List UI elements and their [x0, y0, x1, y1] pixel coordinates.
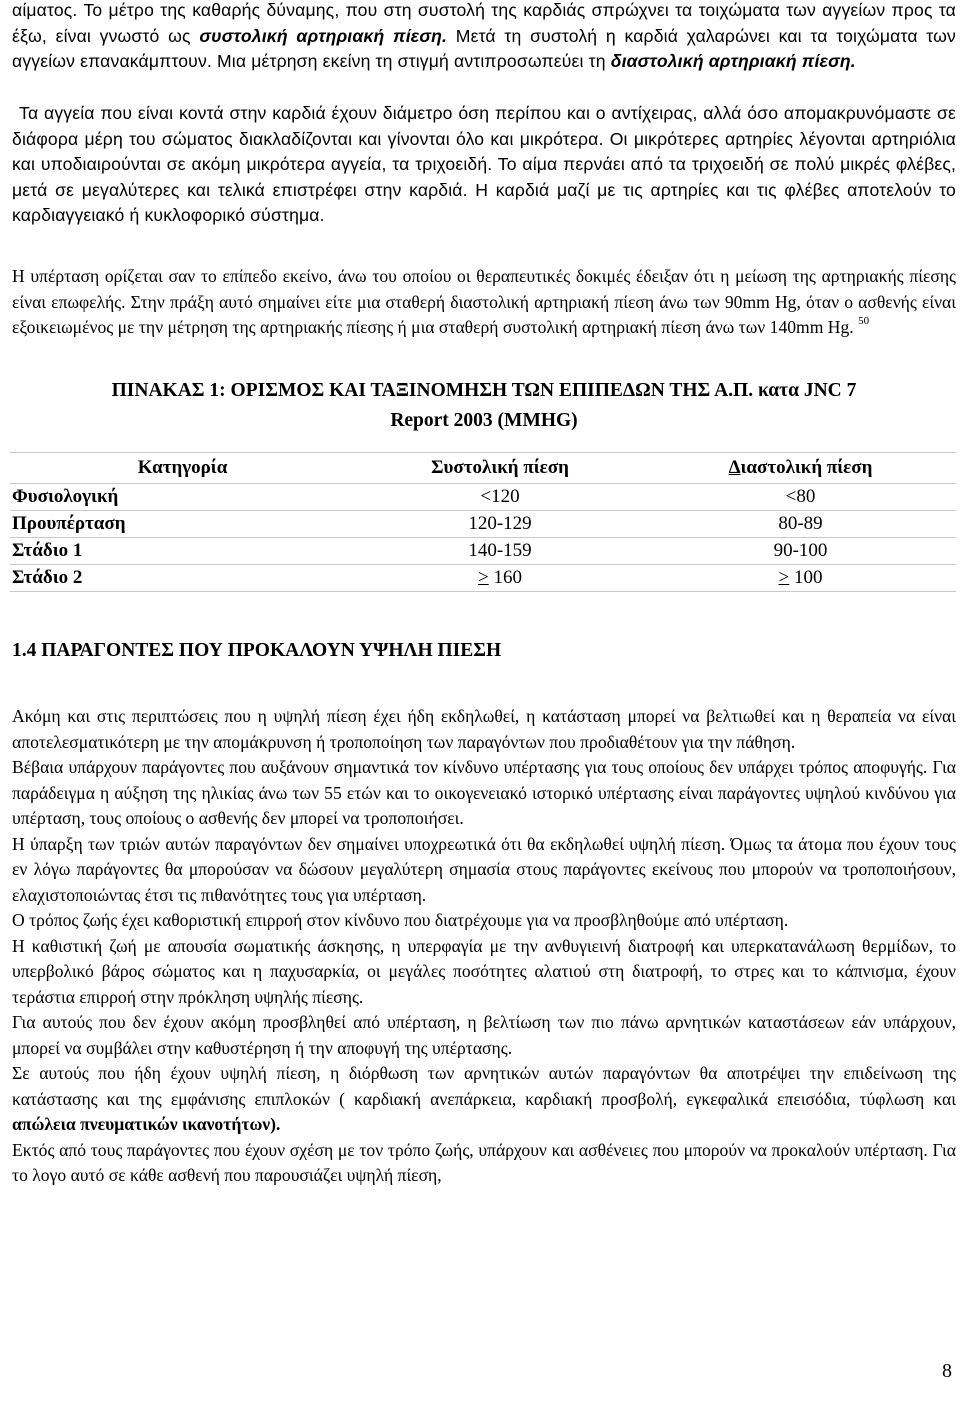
cell-diastolic: <80 — [645, 484, 956, 511]
paragraph-blood-pressure-definition — [12, 0, 956, 75]
section-body — [12, 704, 956, 1189]
table-row — [10, 538, 956, 565]
column-header-diastolic-text: Διαστολική πίεση — [728, 457, 873, 478]
cell-diastolic-value: > 100 — [778, 567, 823, 588]
text-segment: Η υπέρταση ορίζεται σαν το επίπεδο εκείνο, άνω του οποίου οι θεραπευτικές δοκιμές έδειξαν ότι η μείωση της αρτηριακής πίεσης είναι επωφελής. Στην πράξη αυτό σημαίνει είτε μια σταθερή διαστολική αρτηριακή πίεση άνω των 90mm Hg, όταν ο ασθενής είναι εξοικειωμένος με την μέτρηση της αρτηριακής πίεσης ή μια σταθερή συστολική αρτηριακή πίεση άνω των 140mm Hg. — [12, 266, 956, 337]
text-segment: Σε αυτούς που ήδη έχουν υψηλή πίεση, η διόρθωση των αρνητικών αυτών παραγόντων θα αποτρέψει την επιδείνωση της κατάστασης και της εμφάνισης επιπλοκών ( καρδιακή ανεπάρκεια, καρδιακή προσβολή, εγκεφαλικά επεισόδια, τύφλωση και — [12, 1063, 956, 1109]
table-row — [10, 484, 956, 511]
cell-diastolic — [645, 565, 956, 592]
column-header-diastolic — [645, 453, 956, 484]
paragraph: Η καθιστική ζωή με απουσία σωματικής άσκησης, η υπερφαγία με την ανθυγιεινή διατροφή και υπερκατανάλωση θερμίδων, το υπερβολικό βάρος σώματος και η παχυσαρκία, οι μεγάλες ποσότητες αλατιού στη διατροφή, το στρες και το κάπνισμα, έχουν τεράστια επιρροή στην πρόκληση υψηλής πίεσης. — [12, 935, 956, 1007]
term-diastolic-pressure: διαστολική αρτηριακή πίεση. — [610, 51, 856, 71]
section-heading: 1.4 ΠΑΡΑΓΟΝΤΕΣ ΠΟΥ ΠΡΟΚΑΛΟΥΝ ΥΨΗΛΗ ΠΙΕΣΗ — [12, 640, 502, 661]
paragraph: Βέβαια υπάρχουν παράγοντες που αυξάνουν σημαντικά τον κίνδυνο υπέρτασης για τους οποίους δεν υπάρχει τρόπος αποφυγής. Για παράδειγμα η αύξηση της ηλικίας άνω των 55 ετών και το οικογενειακό ιστορικό υπέρτασης είναι παράγοντες υψηλού κινδύνου για υπέρταση, τους οποίους ο ασθενής δεν μπορεί να τροποποιήσει. — [12, 757, 956, 828]
table-row — [10, 565, 956, 592]
text-segment: Μετά τη συστολή η καρδιά χαλαρώνει και τα τοιχώματα των αγγείων επανακάμπτουν. Μια μέτρηση εκείνη τη στιγμή αντιπροσωπεύει τη — [12, 25, 956, 71]
table-caption — [12, 376, 956, 436]
reference-number: 50 — [858, 315, 870, 328]
cell-category: Στάδιο 2 — [10, 565, 355, 592]
table-header-row — [10, 453, 956, 484]
blood-pressure-classification-table — [10, 452, 956, 592]
table-title-line2: Report 2003 (MMHG) — [390, 410, 578, 431]
term-systolic-pressure: συστολική αρτηριακή πίεση. — [199, 25, 448, 46]
cell-systolic: 120-129 — [355, 511, 645, 538]
paragraph — [12, 1061, 956, 1138]
paragraph-hypertension-definition — [12, 264, 956, 341]
cell-category: Φυσιολογική — [10, 484, 355, 511]
paragraph-blood-vessels: Τα αγγεία που είναι κοντά στην καρδιά έχουν διάμετρο όση περίπου και ο αντίχειρας, αλλά όσο απομακρυνόμαστε σε διάφορα μέρη του σώματος διακλαδίζονται και γίνονται όλο και μικρότερα. Οι μικρότερες αρτηρίες λέγονται αρτηριόλια και υποδιαιρούνται σε ακόμη μικρότερα αγγεία, τα τριχοειδή. Το αίμα περνάει από τα τριχοειδή σε πολύ μικρές φλέβες, μετά σε μεγαλύτερες και τελικά επιστρέφει στην καρδιά. Η καρδιά μαζί με τις αρτηρίες και τις φλέβες αποτελούν το καρδιαγγειακό ή κυκλοφορικό σύστημα. — [12, 103, 956, 225]
cell-systolic — [355, 565, 645, 592]
bold-phrase: απώλεια πνευματικών ικανοτήτων). — [12, 1114, 281, 1134]
cell-category: Προυπέρταση — [10, 511, 355, 538]
table-row — [10, 511, 956, 538]
cell-diastolic: 90-100 — [645, 538, 956, 565]
column-header-systolic: Συστολική πίεση — [355, 453, 645, 484]
paragraph: Για αυτούς που δεν έχουν ακόμη προσβληθεί από υπέρταση, η βελτίωση των πιο πάνω αρνητικών καταστάσεων εάν υπάρχουν, μπορεί να συμβάλει στην καθυστέρηση ή την αποφυγή της υπέρτασης. — [12, 1012, 956, 1058]
cell-category: Στάδιο 1 — [10, 538, 355, 565]
text-segment: αίματος. Το μέτρο της καθαρής δύναμης, που στη συστολή της καρδιάς σπρώχνει τα τοιχώματα των αγγείων προς τα έξω, είναι γνωστό ως — [12, 0, 956, 46]
cell-diastolic: 80-89 — [645, 511, 956, 538]
table-title-line1: ΠΙΝΑΚΑΣ 1: ΟΡΙΣΜΟΣ ΚΑΙ ΤΑΞΙΝΟΜΗΣΗ ΤΩΝ ΕΠΙΠΕΔΩΝ ΤΗΣ Α.Π. κατα JNC 7 — [111, 380, 857, 401]
cell-systolic: 140-159 — [355, 538, 645, 565]
page-number: 8 — [942, 1360, 952, 1382]
cell-systolic: <120 — [355, 484, 645, 511]
paragraph: Ακόμη και στις περιπτώσεις που η υψηλή πίεση έχει ήδη εκδηλωθεί, η κατάσταση μπορεί να βελτιωθεί και η θεραπεία να είναι αποτελεσματικότερη με την απομάκρυνση ή τροποποίηση των παραγόντων που προδιαθέτουν για την πάθηση. — [12, 706, 956, 752]
cell-systolic-value: > 160 — [478, 567, 522, 588]
column-header-category: Κατηγορία — [10, 453, 355, 484]
paragraph: Εκτός από τους παράγοντες που έχουν σχέση με τον τρόπο ζωής, υπάρχουν και ασθένειες που μπορούν να προκαλούν υπέρταση. Για το λογο αυτό σε κάθε ασθενή που παρουσιάζει υψηλή πίεση, — [12, 1139, 956, 1185]
paragraph: Η ύπαρξη των τριών αυτών παραγόντων δεν σημαίνει υποχρεωτικά ότι θα εκδηλωθεί υψηλή πίεση. Όμως τα άτομα που έχουν τους εν λόγω παράγοντες θα μπορούσαν να δώσουν μεγαλύτερη σημασία στους παράγοντες εκείνους που μπορούν να τροποποιήσουν, ελαχιστοποιώντας έτσι τις πιθανότητες τους για υπέρταση. — [12, 833, 956, 905]
paragraph: Ο τρόπος ζωής έχει καθοριστική επιρροή στον κίνδυνο που διατρέχουμε για να προσβληθούμε από υπέρταση. — [12, 910, 789, 930]
